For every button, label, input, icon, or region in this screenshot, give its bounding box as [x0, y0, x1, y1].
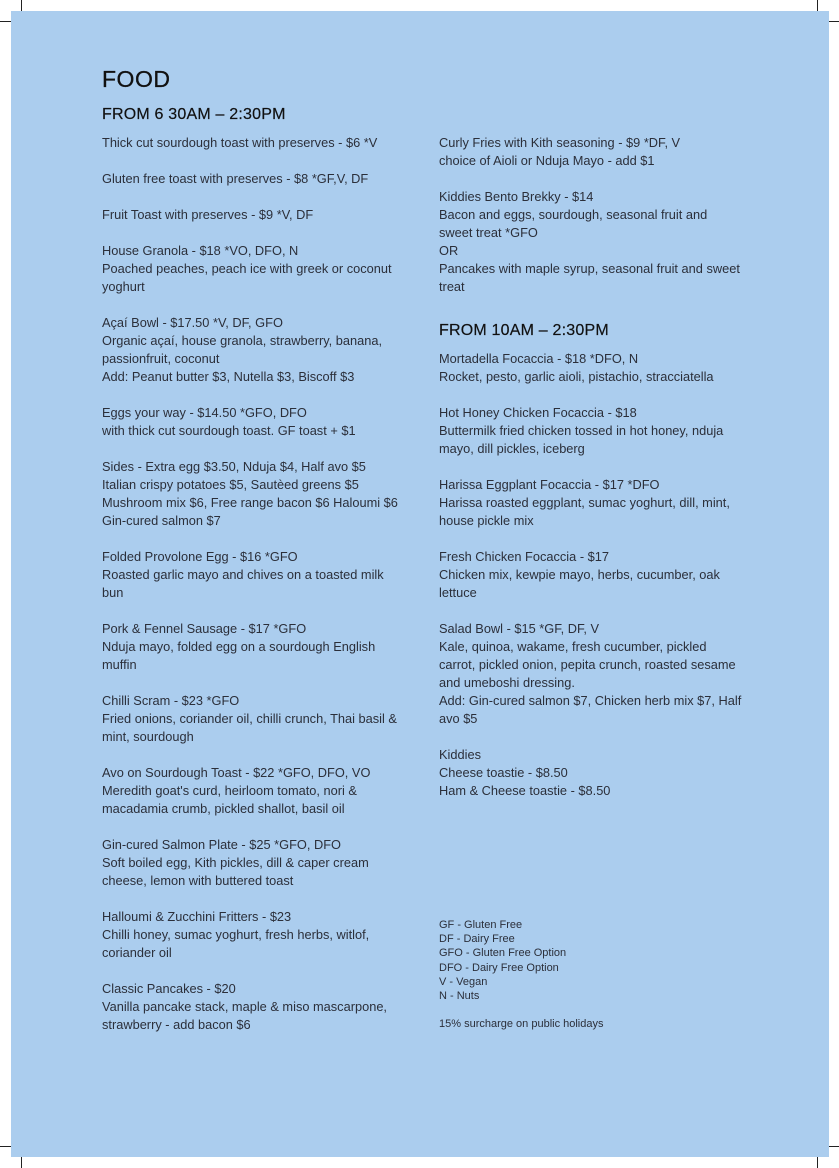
menu-item [439, 404, 744, 458]
menu-item [102, 404, 407, 440]
menu-item-name: Harissa Eggplant Focaccia - $17 *DFO [439, 477, 660, 492]
menu-item [102, 242, 407, 296]
menu-item-name: Curly Fries with Kith seasoning - $9 *DF, V [439, 135, 681, 150]
menu-item-description: Rocket, pesto, garlic aioli, pistachio, stracciatella [439, 369, 714, 384]
menu-item-name: Mortadella Focaccia - $18 *DFO, N [439, 351, 639, 366]
menu-item-description: Harissa roasted eggplant, sumac yoghurt, dill, mint, house pickle mix [439, 495, 730, 528]
menu-item-description: Add: Peanut butter $3, Nutella $3, Biscoff $3 [102, 369, 355, 384]
section-heading-lunch: FROM 10AM – 2:30PM [439, 322, 609, 339]
legend-entry: V - Vegan [439, 975, 488, 988]
right-menu-column-top [439, 134, 744, 314]
menu-item-name: Folded Provolone Egg - $16 *GFO [102, 549, 298, 564]
menu-item-description: Organic açaí, house granola, strawberry, banana, passionfruit, coconut [102, 333, 383, 366]
menu-item-name: Kiddies [439, 747, 481, 762]
menu-item-description: Soft boiled egg, Kith pickles, dill & caper cream cheese, lemon with buttered toast [102, 855, 369, 888]
menu-title: FOOD [102, 66, 171, 92]
menu-item-name: Pork & Fennel Sausage - $17 *GFO [102, 621, 307, 636]
menu-item-name: Thick cut sourdough toast with preserves - $6 *V [102, 135, 378, 150]
menu-item-name: Classic Pancakes - $20 [102, 981, 236, 996]
crop-mark-top-right-v [817, 0, 818, 11]
menu-item [102, 620, 407, 674]
menu-item-name: House Granola - $18 *VO, DFO, N [102, 243, 299, 258]
menu-item-description: Cheese toastie - $8.50 [439, 765, 568, 780]
menu-item [439, 620, 744, 728]
surcharge-note: 15% surcharge on public holidays [439, 1018, 604, 1030]
menu-item-description: Add: Gin-cured salmon $7, Chicken herb mix $7, Half avo $5 [439, 693, 742, 726]
menu-item [102, 548, 407, 602]
menu-item-description: choice of Aioli or Nduja Mayo - add $1 [439, 153, 655, 168]
menu-item [439, 350, 744, 386]
legend-entry: DF - Dairy Free [439, 933, 515, 946]
menu-item [102, 980, 407, 1034]
legend-entry: GF - Gluten Free [439, 919, 523, 931]
crop-mark-top-left-v [21, 0, 22, 11]
crop-mark-top-right-h [828, 21, 839, 22]
menu-item-description: Buttermilk fried chicken tossed in hot honey, nduja mayo, dill pickles, iceberg [439, 423, 724, 456]
menu-item [102, 692, 407, 746]
menu-item-description: Chicken mix, kewpie mayo, herbs, cucumber, oak lettuce [439, 567, 720, 600]
menu-item-description: Kale, quinoa, wakame, fresh cucumber, pickled carrot, pickled onion, pepita crunch, roasted sesame and umeboshi dressing. [439, 639, 736, 690]
menu-item [102, 170, 407, 188]
legend-entry: GFO - Gluten Free Option [439, 947, 567, 960]
menu-item [439, 476, 744, 530]
menu-item-description: Fried onions, coriander oil, chilli crunch, Thai basil & mint, sourdough [102, 711, 397, 744]
menu-item-description: Bacon and eggs, sourdough, seasonal fruit and sweet treat *GFO [439, 207, 708, 240]
menu-item [102, 458, 407, 530]
left-menu-column [102, 134, 407, 1052]
menu-item-description: Ham & Cheese toastie - $8.50 [439, 783, 611, 798]
menu-item-name: Sides - Extra egg $3.50, Nduja $4, Half avo $5 [102, 459, 366, 474]
menu-item-description: OR [439, 243, 459, 258]
right-menu-column-lunch [439, 350, 744, 818]
menu-item-name: Avo on Sourdough Toast - $22 *GFO, DFO, VO [102, 765, 371, 780]
menu-item-name: Fruit Toast with preserves - $9 *V, DF [102, 207, 314, 222]
menu-item-name: Açaí Bowl - $17.50 *V, DF, GFO [102, 315, 283, 330]
menu-item [102, 836, 407, 890]
menu-item-description: Roasted garlic mayo and chives on a toasted milk bun [102, 567, 384, 600]
menu-item [439, 548, 744, 602]
crop-mark-bottom-right-h [828, 1146, 839, 1147]
section-heading-breakfast: FROM 6 30AM – 2:30PM [102, 106, 286, 123]
menu-item [102, 206, 407, 224]
menu-item-description: Italian crispy potatoes $5, Sautèed greens $5 [102, 477, 359, 492]
menu-item-description: Nduja mayo, folded egg on a sourdough English muffin [102, 639, 376, 672]
crop-mark-top-left-h [0, 21, 11, 22]
menu-item [102, 764, 407, 818]
menu-item-description: Poached peaches, peach ice with greek or coconut yoghurt [102, 261, 392, 294]
menu-item-description: Chilli honey, sumac yoghurt, fresh herbs, witlof, coriander oil [102, 927, 370, 960]
menu-item [439, 188, 744, 296]
menu-item [102, 314, 407, 386]
crop-mark-bottom-left-h [0, 1146, 11, 1147]
legend-entry: DFO - Dairy Free Option [439, 961, 559, 974]
legend-entry: N - Nuts [439, 990, 480, 1003]
menu-item-name: Hot Honey Chicken Focaccia - $18 [439, 405, 637, 420]
menu-item-name: Fresh Chicken Focaccia - $17 [439, 549, 609, 564]
crop-mark-bottom-right-v [817, 1157, 818, 1168]
menu-item-name: Gin-cured Salmon Plate - $25 *GFO, DFO [102, 837, 341, 852]
menu-item [439, 746, 744, 800]
menu-item-name: Gluten free toast with preserves - $8 *GF,V, DF [102, 171, 369, 186]
menu-item [439, 134, 744, 170]
menu-item [102, 908, 407, 962]
menu-item-name: Halloumi & Zucchini Fritters - $23 [102, 909, 292, 924]
menu-item-name: Chilli Scram - $23 *GFO [102, 693, 240, 708]
menu-item [102, 134, 407, 152]
menu-item-description: Mushroom mix $6, Free range bacon $6 Haloumi $6 Gin-cured salmon $7 [102, 495, 398, 528]
dietary-legend [439, 918, 739, 1003]
menu-item-description: Vanilla pancake stack, maple & miso mascarpone, strawberry - add bacon $6 [102, 999, 387, 1032]
crop-mark-bottom-left-v [21, 1157, 22, 1168]
menu-item-name: Salad Bowl - $15 *GF, DF, V [439, 621, 600, 636]
menu-item-description: with thick cut sourdough toast. GF toast + $1 [102, 423, 356, 438]
menu-item-description: Pancakes with maple syrup, seasonal fruit and sweet treat [439, 261, 740, 294]
menu-item-name: Kiddies Bento Brekky - $14 [439, 189, 594, 204]
menu-item-name: Eggs your way - $14.50 *GFO, DFO [102, 405, 307, 420]
menu-item-description: Meredith goat's curd, heirloom tomato, nori & macadamia crumb, pickled shallot, basil oil [102, 783, 357, 816]
